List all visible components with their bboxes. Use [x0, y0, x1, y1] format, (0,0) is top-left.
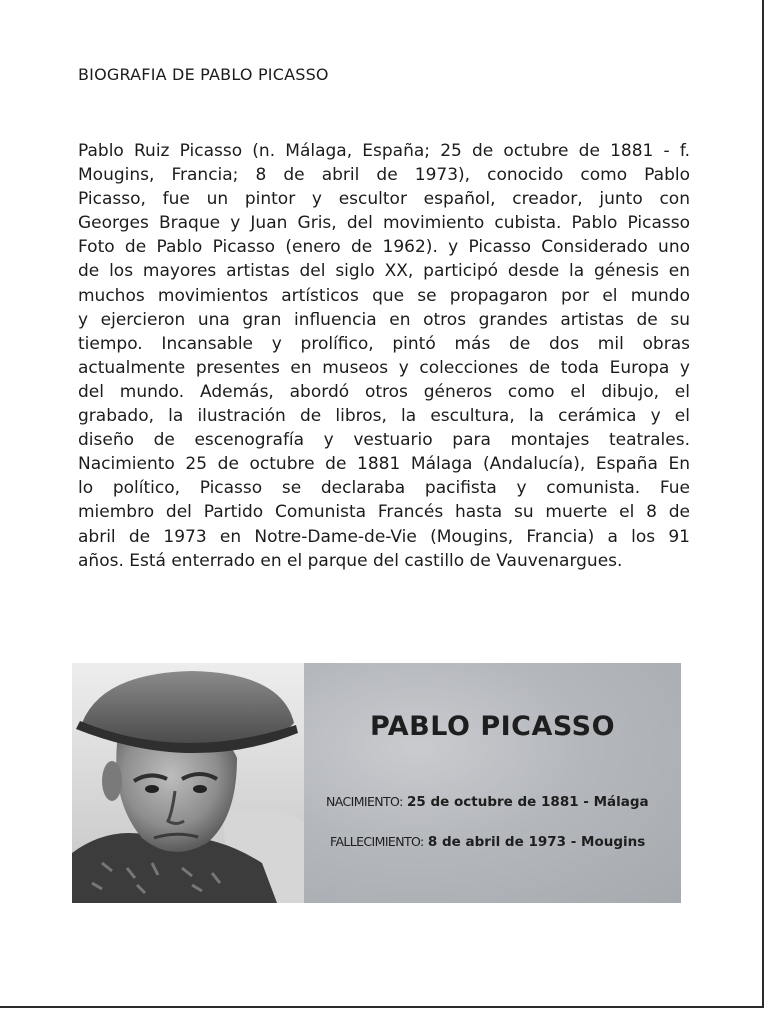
biography-line: muchos movimientos artísticos que se propagaron por el mundo [78, 285, 690, 306]
biography-line: lo político, Picasso se declaraba pacifista y comunista. Fue [78, 478, 690, 499]
biography-line: Pablo Ruiz Picasso (n. Málaga, España; 25 de octubre de 1881 - f. [78, 141, 690, 161]
birth-value: 25 de octubre de 1881 - Málaga [406, 794, 649, 810]
biography-line: actualmente presentes en museos y colecciones de toda Europa y [78, 357, 690, 378]
biography-line: Foto de Pablo Picasso (enero de 1962). y Picasso Considerado uno [78, 237, 690, 258]
portrait-illustration [72, 663, 304, 903]
biography-line: abril de 1973 en Notre-Dame-de-Vie (Mougins, Francia) a los 91 [78, 526, 690, 547]
death-label: FALLECIMIENTO: [330, 834, 424, 849]
banner-name: PABLO PICASSO [369, 711, 616, 742]
biography-line: de los mayores artistas del siglo XX, participó desde la génesis en [78, 261, 690, 282]
biography-line: del mundo. Además, abordó otros géneros como el dibujo, el [78, 381, 690, 402]
biography-line: Picasso, fue un pintor y escultor español, creador, junto con [78, 189, 690, 210]
death-row [330, 834, 680, 850]
biography-line: miembro del Partido Comunista Francés hasta su muerte el 8 de [78, 502, 690, 523]
biography-line: tiempo. Incansable y prolífico, pintó más de dos mil obras [78, 333, 690, 354]
birth-label: NACIMIENTO: [326, 794, 403, 809]
biography-line: grabado, la ilustración de libros, la escultura, la cerámica y el [78, 406, 690, 427]
biography-line: Nacimiento 25 de octubre de 1881 Málaga (Andalucía), España En [78, 454, 690, 475]
biography-line: y ejercieron una gran influencia en otros grandes artistas de su [78, 309, 690, 330]
page-edge-right [762, 0, 764, 1008]
document-title: BIOGRAFIA DE PABLO PICASSO [78, 65, 329, 84]
birth-row [326, 794, 676, 810]
biography-line: años. Está enterrado en el parque del castillo de Vauvenargues. [78, 550, 623, 571]
biography-paragraph [78, 139, 690, 573]
page-edge-bottom [0, 1006, 764, 1008]
biography-line: Mougins, Francia; 8 de abril de 1973), conocido como Pablo [78, 165, 690, 186]
death-value: 8 de abril de 1973 - Mougins [427, 834, 646, 850]
biography-line: Georges Braque y Juan Gris, del movimiento cubista. Pablo Picasso [78, 213, 690, 234]
info-card [304, 663, 681, 903]
portrait-photo [72, 663, 304, 903]
biography-line: diseño de escenografía y vestuario para montajes teatrales. [78, 430, 690, 451]
picasso-banner [72, 663, 681, 903]
